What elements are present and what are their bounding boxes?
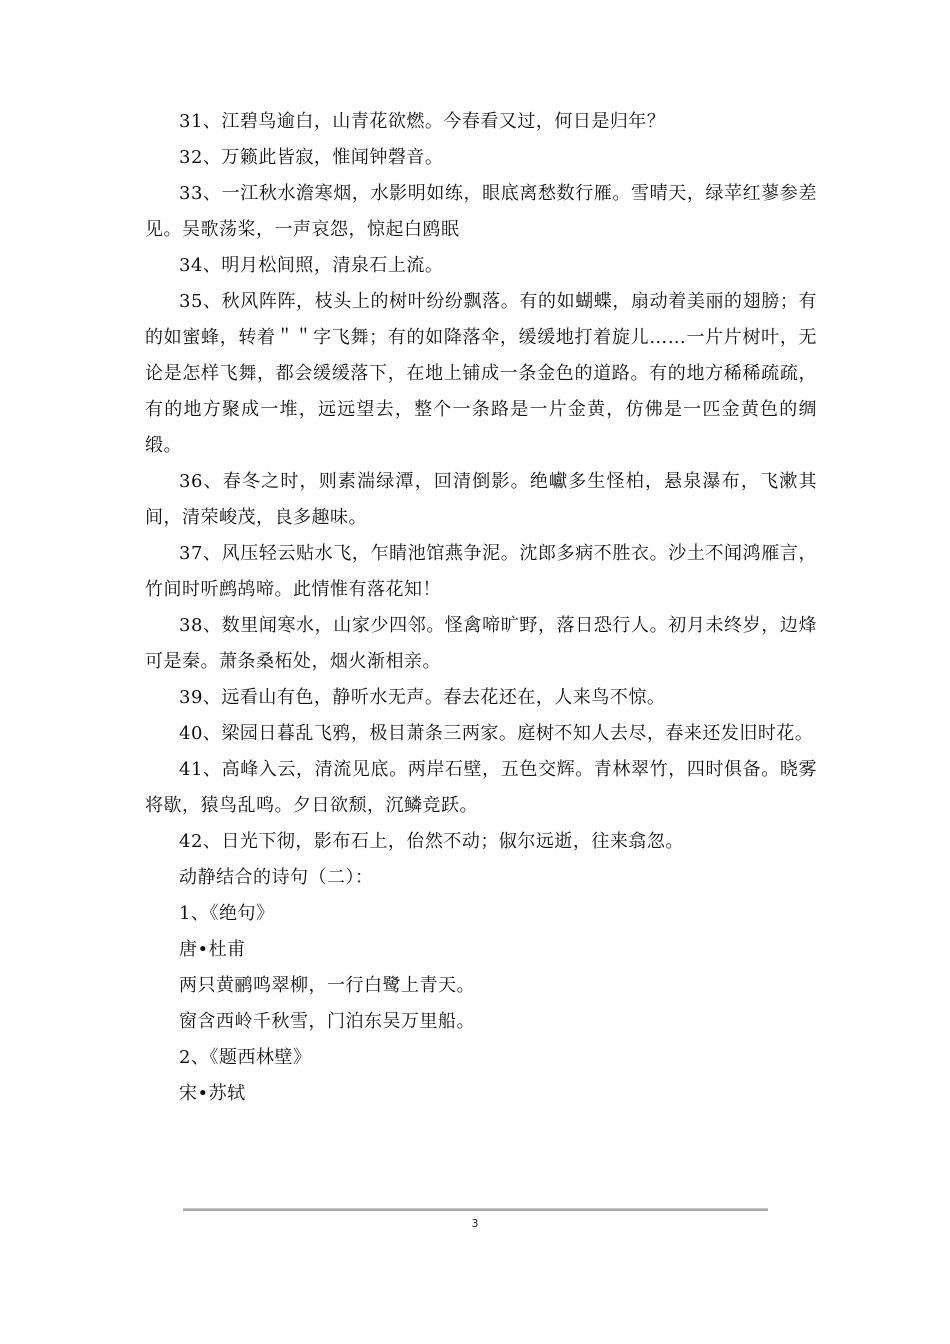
paragraph-35: 35、秋风阵阵，枝头上的树叶纷纷飘落。有的如蝴蝶，扇动着美丽的翅膀；有的如蜜蜂，转着＂＂字飞舞；有的如降落伞，缓缓地打着旋儿……一片片树叶，无论是怎样飞舞，都会缓缓落下，在地上铺成一条金色的道路。有的地方稀稀疏疏，有的地方聚成一堆，远远望去，整个一条路是一片金黄，仿佛是一匹金黄色的绸缎。 [145, 291, 817, 456]
paragraph-40: 40、梁园日暮乱飞鸦，极目萧条三两家。庭树不知人去尽，春来还发旧时花。 [179, 723, 814, 744]
poem-line-1: 两只黄鹂鸣翠柳，一行白鹭上青天。 [179, 975, 475, 996]
paragraph-36: 36、春冬之时，则素湍绿潭，回清倒影。绝巘多生怪柏，悬泉瀑布，飞漱其间，清荣峻茂，良多趣味。 [145, 471, 817, 528]
paragraph-39: 39、远看山有色，静听水无声。春去花还在，人来鸟不惊。 [179, 687, 666, 708]
section-heading: 动静结合的诗句（二）： [179, 867, 374, 888]
paragraph-32: 32、万籁此皆寂，惟闻钟磬音。 [179, 147, 444, 168]
paragraph-34: 34、明月松间照，清泉石上流。 [179, 255, 444, 276]
page-body [145, 104, 817, 1112]
paragraph-38: 38、数里闻寒水，山家少四邻。怪禽啼旷野，落日恐行人。初月未终岁，边烽可是秦。萧条桑柘处，烟火渐相亲。 [145, 615, 817, 672]
poem-author-1: 唐•杜甫 [179, 939, 246, 960]
paragraph-33: 33、一江秋水澹寒烟，水影明如练，眼底离愁数行雁。雪晴天，绿苹红蓼参差见。吴歌荡桨，一声哀怨，惊起白鸥眠 [145, 183, 817, 240]
page-number: 3 [471, 1217, 479, 1230]
paragraph-31: 31、江碧鸟逾白，山青花欲燃。今春看又过，何日是归年？ [179, 111, 666, 132]
paragraph-41: 41、高峰入云，清流见底。两岸石壁，五色交辉。青林翠竹，四时俱备。晓雾将歇，猿鸟乱鸣。夕日欲颓，沉鳞竞跃。 [145, 759, 817, 816]
paragraph-37: 37、风压轻云贴水飞，乍睛池馆燕争泥。沈郎多病不胜衣。沙土不闻鸿雁言，竹间时听鹧鸪啼。此情惟有落花知！ [145, 543, 817, 600]
poem-line-2: 窗含西岭千秋雪，门泊东吴万里船。 [179, 1011, 475, 1032]
poem-title-1: 1、《绝句》 [179, 903, 275, 924]
poem-author-2: 宋•苏轼 [179, 1083, 246, 1104]
footer-divider [183, 1208, 768, 1211]
poem-title-2: 2、《题西林壁》 [179, 1047, 312, 1068]
paragraph-42: 42、日光下彻，影布石上，佁然不动；俶尔远逝，往来翕忽。 [179, 831, 684, 852]
